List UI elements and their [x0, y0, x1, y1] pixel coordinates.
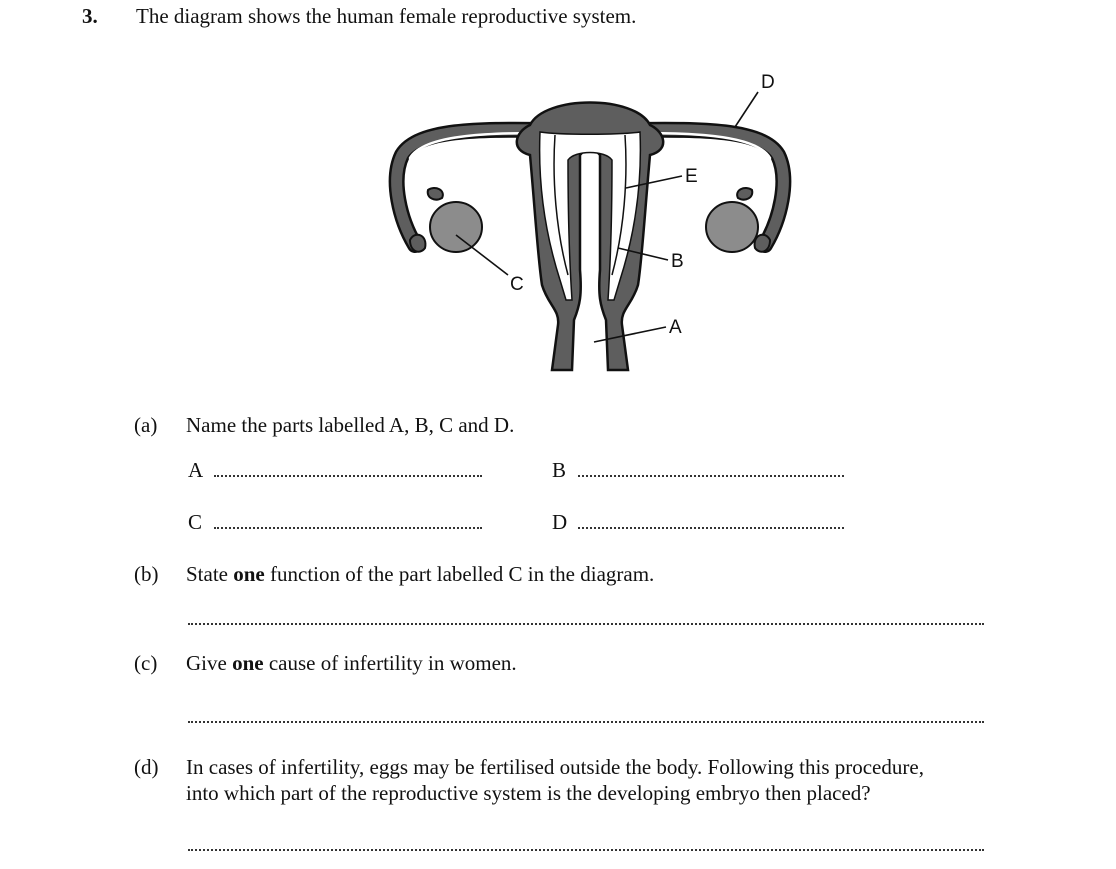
answer-line-d[interactable] [188, 848, 984, 851]
part-c-tag: (c) [134, 651, 158, 675]
answer-c-label: C [188, 510, 203, 534]
part-d-tag: (d) [134, 755, 159, 779]
label-b: B [671, 251, 684, 272]
part-b-text-before: State [186, 562, 234, 586]
answer-b-line[interactable] [578, 474, 844, 477]
question-number: 3. [82, 4, 98, 28]
answer-c-line[interactable] [214, 526, 482, 529]
answer-c [188, 510, 482, 535]
answer-line-b[interactable] [188, 622, 984, 625]
label-d: D [761, 72, 775, 93]
right-ovary [706, 202, 758, 252]
label-line-c [456, 235, 508, 275]
part-d [134, 755, 924, 780]
label-a: A [669, 317, 682, 338]
answer-a-label: A [188, 458, 204, 482]
part-b-tag: (b) [134, 562, 159, 586]
part-d-continued [186, 781, 871, 806]
part-b [134, 562, 654, 587]
label-line-d [735, 92, 758, 127]
part-a-text: Name the parts labelled A, B, C and D. [186, 413, 515, 437]
part-a [134, 413, 514, 438]
part-b-text-bold: one [233, 562, 265, 586]
part-c-text-after: cause of infertility in women. [263, 651, 517, 675]
label-line-a [594, 327, 666, 342]
answer-a-line[interactable] [214, 474, 482, 477]
part-d-line2: into which part of the reproductive system is the developing embryo then placed? [186, 781, 871, 805]
reproductive-system-diagram [380, 70, 800, 390]
part-d-line1: In cases of infertility, eggs may be fertilised outside the body. Following this procedure, [186, 755, 924, 779]
answer-d-line[interactable] [578, 526, 844, 529]
part-c [134, 651, 517, 676]
answer-d [552, 510, 844, 535]
part-c-text-before: Give [186, 651, 233, 675]
part-b-text-after: function of the part labelled C in the diagram. [264, 562, 655, 586]
answer-b [552, 458, 844, 483]
label-e: E [685, 166, 698, 187]
answer-b-label: B [552, 458, 567, 482]
answer-line-c[interactable] [188, 720, 984, 723]
part-c-text-bold: one [232, 651, 264, 675]
answer-a [188, 458, 482, 483]
part-a-tag: (a) [134, 413, 158, 437]
left-ovary [430, 202, 482, 252]
label-c: C [510, 274, 524, 295]
answer-d-label: D [552, 510, 568, 534]
question-intro: The diagram shows the human female reproductive system. [136, 4, 637, 28]
